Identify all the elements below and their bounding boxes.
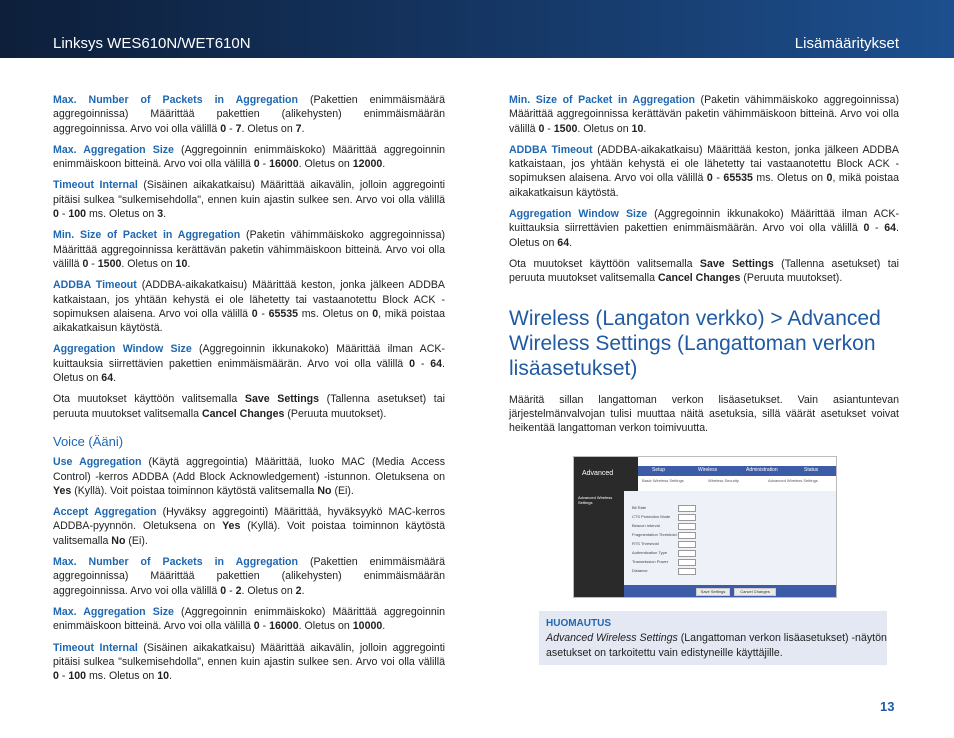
text: (Aggregoinnin ikkunakoko) Määrittää ilman ACK-kuittauksia siirrettävien pakettien enimmäismäärän. Arvo voi olla välillä — [509, 208, 899, 235]
value: 0 — [220, 584, 227, 597]
screenshot-tab: Setup — [652, 467, 666, 473]
term: Max. Number of Packets in Aggregation — [53, 556, 298, 569]
term: Timeout Internal — [53, 641, 138, 654]
value: 10 — [157, 670, 170, 683]
text: . — [382, 158, 386, 171]
text: - — [259, 158, 270, 171]
paragraph-max-packets — [53, 93, 445, 136]
text: ms. Oletus on — [86, 208, 158, 221]
value: 10 — [175, 257, 188, 270]
text: . — [643, 122, 647, 135]
value: 16000 — [269, 620, 299, 633]
value: 0 — [53, 670, 59, 683]
value: Cancel Changes — [657, 272, 741, 285]
screenshot-button-bar — [624, 585, 836, 597]
text: . — [301, 122, 305, 135]
screenshot-row-label: Transmission Power — [632, 559, 669, 564]
value: 64 — [557, 236, 570, 249]
text: . Oletus on — [53, 357, 445, 385]
value: 0 — [706, 172, 713, 185]
screenshot-row-label: Distance — [632, 568, 648, 573]
screenshot-main — [624, 491, 836, 597]
section-intro: Määritä sillan langattoman verkon lisäasetukset. Vain asiantuntevan järjestelmänvalvojan tulisi muuttaa näitä asetuksia, sillä väärät asetukset voivat heikentää langattoman verkon toimivuutta. — [509, 393, 899, 435]
screenshot-input[interactable] — [678, 568, 696, 575]
screenshot-row-label: Fragmentation Threshold — [632, 532, 677, 537]
text: (Kyllä). Voit poistaa toiminnon käytöstä valitsemalla — [53, 520, 445, 547]
value: 1500 — [553, 122, 578, 135]
value: 100 — [68, 670, 87, 683]
term: Aggregation Window Size — [53, 343, 192, 356]
text: Ota muutokset käyttöön valitsemalla — [53, 393, 245, 406]
note-text — [546, 631, 887, 660]
value: 3 — [157, 208, 164, 221]
value: 0 — [538, 122, 545, 135]
text: - — [58, 670, 69, 683]
screenshot-row-label: Beacon Interval — [632, 523, 660, 528]
value: 0 — [863, 222, 870, 235]
value: 0 — [82, 257, 89, 270]
text: . Oletus on — [509, 222, 899, 249]
text: (Peruuta muutokset). — [284, 407, 387, 420]
text: , mikä poistaa aikakatkaisun käytöstä. — [53, 307, 445, 335]
text: . Oletus on — [298, 620, 353, 633]
paragraph-use-aggregation — [53, 455, 445, 498]
value: 0 — [220, 122, 227, 135]
value: Save Settings — [244, 393, 320, 406]
screenshot-select[interactable] — [678, 550, 696, 557]
term: Timeout Internal — [53, 179, 138, 192]
term: Max. Number of Packets in Aggregation — [53, 94, 298, 106]
value: 65535 — [268, 307, 299, 320]
value: 0 — [409, 357, 415, 370]
value: 0 — [251, 307, 258, 320]
text: . — [187, 257, 191, 270]
text: Ota muutokset käyttöön valitsemalla — [509, 257, 700, 270]
value: No — [111, 534, 126, 547]
text: - — [414, 357, 431, 370]
text: - — [226, 122, 236, 135]
value: Yes — [222, 520, 241, 533]
screenshot-tab: Status — [804, 467, 819, 473]
screenshot-brand: Advanced — [574, 457, 638, 491]
value: 10000 — [352, 620, 383, 633]
value: 16000 — [269, 158, 299, 171]
text: (Paketin vähimmäiskoko aggregoinnissa) Määrittää aggregoinnissa kerättävän paketin vähimmäiskoon bitteinä. Arvo voi olla välillä — [509, 94, 899, 135]
paragraph-timeout-internal — [53, 178, 445, 221]
term: Max. Aggregation Size — [53, 605, 174, 618]
text: - — [257, 307, 269, 320]
screenshot-sidebar — [574, 491, 624, 597]
screenshot-row-label: RTS Threshold — [632, 541, 659, 546]
screenshot-subtabs — [638, 476, 836, 491]
text: (Paketin vähimmäiskoko aggregoinnissa) Määrittää aggregoinnissa kerättävän paketin vähimmäiskoon bitteinä. Arvo voi olla välillä — [53, 229, 445, 270]
term: Max. Aggregation Size — [53, 143, 174, 156]
screenshot-tab: Administration — [746, 467, 778, 473]
value: 0 — [253, 620, 260, 633]
value: 0 — [253, 158, 260, 171]
text: - — [869, 222, 885, 235]
text: - — [259, 620, 270, 633]
page-header — [0, 0, 954, 58]
value: 7 — [235, 122, 242, 135]
value: 64 — [884, 222, 897, 235]
value: 100 — [68, 208, 87, 221]
screenshot-input[interactable] — [678, 541, 696, 548]
advanced-wireless-screenshot — [573, 456, 837, 598]
screenshot-input[interactable] — [678, 523, 696, 530]
screenshot-subtab: Wireless Security — [708, 478, 739, 483]
text: , mikä poistaa aikakatkaisun käytöstä. — [509, 172, 899, 199]
screenshot-cancel-button[interactable]: Cancel Changes — [734, 588, 776, 596]
text: . Oletus on — [241, 584, 296, 597]
screenshot-select[interactable] — [678, 514, 696, 521]
screenshot-subtab: Basic Wireless Settings — [642, 478, 684, 483]
text: (Tallenna asetukset) tai peruuta muutokset valitsemalla — [53, 393, 445, 420]
paragraph-addba-timeout — [509, 143, 899, 200]
screenshot-row-label: CTS Protection Mode — [632, 514, 671, 519]
value: 10 — [631, 122, 644, 135]
text: ms. Oletus on — [298, 307, 373, 320]
text: (Aggregoinnin enimmäiskoko) Määrittää aggregoinnin enimmäiskoon bitteinä. Arvo voi olla välillä — [53, 143, 445, 171]
value: Cancel Changes — [201, 407, 285, 420]
section-heading: Wireless (Langaton verkko) > Advanced Wireless Settings (Langattoman verkon lisäasetukset) — [509, 306, 881, 380]
text: . — [163, 208, 167, 221]
value: 0 — [826, 172, 833, 185]
paragraph-voice-max-size — [53, 605, 445, 634]
value: Save Settings — [699, 257, 774, 270]
text: - — [226, 584, 236, 597]
value: No — [317, 484, 332, 497]
value: 64 — [430, 357, 443, 370]
header-product-name: Linksys WES610N/WET610N — [53, 35, 251, 52]
paragraph-aggregation-window — [509, 207, 899, 250]
screenshot-tab: Wireless — [698, 467, 718, 473]
text: (Sisäinen aikakatkaisu) Määrittää aikavälin, jolloin aggregointi pitäisi sulkea "sulkemisehdolla", ennen kuin ajastin sulkee sen. Arvo voi olla välillä — [53, 641, 445, 668]
text: (Ei). — [125, 534, 148, 547]
text: . — [301, 584, 305, 597]
value: 64 — [101, 372, 114, 385]
note-body: (Langattoman verkon lisäasetukset) -näytön asetukset on tarkoitettu vain edistyneille käyttäjille. — [546, 632, 887, 659]
text: (Sisäinen aikakatkaisu) Määrittää aikavälin, jolloin aggregointi pitäisi sulkea "sulkemisehdolla", ennen kuin ajastin sulkee sen. Arvo voi olla välillä — [53, 179, 445, 206]
text: - — [88, 257, 98, 270]
text: (Peruuta muutokset). — [740, 272, 843, 285]
text: (Hyväksy aggregointi) Määrittää, hyväksyykö MAC-kerros ADDBA-pyynnön. Oletuksena on — [53, 506, 445, 533]
right-column — [509, 93, 899, 442]
text: (ADDBA-aikakatkaisu) Määrittää keston, jonka jälkeen ADDBA katkaistaan, jos yhtään kehystä ei ole lähetetty tai vastaanotettu Block ACK -sopimuksen alaisena. Arvo voi olla välillä — [53, 279, 445, 320]
header-section-name: Lisämääritykset — [794, 35, 899, 52]
value: 0 — [372, 307, 379, 320]
paragraph-addba-timeout — [53, 278, 445, 335]
text: . Oletus on — [121, 257, 176, 270]
term: Use Aggregation — [53, 456, 142, 469]
value: 7 — [295, 122, 302, 135]
text: (Käytä aggregointia) Määrittää, luoko MAC (Media Access Control) -kerros ADDBA (Add Block Acknowledgement) -istunnon. Oletuksena on — [53, 456, 445, 483]
screenshot-subtab: Advanced Wireless Settings — [768, 478, 818, 483]
screenshot-tabs — [638, 466, 836, 476]
text: - — [712, 172, 724, 185]
text: . — [382, 620, 386, 633]
text: (Aggregoinnin ikkunakoko) Määrittää ilman ACK-kuittauksia siirrettävien pakettien enimmäismäärän. Arvo voi olla välillä — [53, 343, 445, 370]
left-column — [53, 93, 445, 690]
value: 2 — [295, 584, 302, 597]
text: (Aggregoinnin enimmäiskoko) Määrittää aggregoinnin enimmäiskoon bitteinä. Arvo voi olla välillä — [53, 605, 445, 633]
value: Yes — [53, 484, 72, 497]
text: (Tallenna asetukset) tai peruuta muutokset valitsemalla — [509, 257, 899, 285]
term: ADDBA Timeout — [509, 143, 593, 156]
text: . — [169, 670, 173, 683]
note-box — [539, 611, 887, 665]
screenshot-select[interactable] — [678, 559, 696, 566]
text: (Pakettien enimmäismäärä aggregoinnissa) Määrittää pakettien (alikehysten) enimmäismäärän aggregoinnissa. Arvo voi olla välillä — [53, 94, 445, 135]
paragraph-aggregation-window — [53, 342, 445, 385]
screenshot-save-button[interactable]: Save Settings — [696, 588, 730, 596]
paragraph-save-changes — [53, 392, 445, 421]
paragraph-accept-aggregation — [53, 505, 445, 548]
text: ms. Oletus on — [752, 172, 827, 185]
text: - — [544, 122, 554, 135]
text: - — [58, 208, 69, 221]
screenshot-row-label: Bit Rate — [632, 505, 647, 510]
term: Accept Aggregation — [53, 506, 157, 519]
screenshot-sidebar-label: Advanced Wireless Settings — [578, 495, 613, 505]
text: (Pakettien enimmäismäärä aggregoinnissa) Määrittää pakettien (alikehysten) enimmäismäärän aggregoinnissa. Arvo voi olla välillä — [53, 556, 445, 597]
screenshot-select[interactable] — [678, 505, 696, 512]
value: 0 — [53, 208, 59, 221]
screenshot-input[interactable] — [678, 532, 696, 539]
term: Aggregation Window Size — [509, 208, 648, 221]
value: 12000 — [352, 158, 383, 171]
note-title: HUOMAUTUS — [546, 618, 611, 629]
paragraph-save-changes — [509, 257, 899, 286]
page-number: 13 — [880, 699, 895, 714]
term: Min. Size of Packet in Aggregation — [53, 229, 241, 242]
paragraph-min-packet-size — [53, 228, 445, 271]
paragraph-max-aggregation-size — [53, 143, 445, 172]
term: ADDBA Timeout — [53, 279, 137, 292]
term: Min. Size of Packet in Aggregation — [509, 94, 695, 106]
text: . Oletus on — [241, 122, 296, 135]
text: . Oletus on — [298, 158, 353, 171]
text: ms. Oletus on — [86, 670, 158, 683]
text: . Oletus on — [577, 122, 632, 135]
value: 1500 — [97, 257, 122, 270]
value: 2 — [235, 584, 242, 597]
paragraph-voice-timeout — [53, 641, 445, 684]
screenshot-row-label: Authentication Type — [632, 550, 668, 555]
text: . — [569, 236, 573, 249]
paragraph-min-packet-size — [509, 93, 899, 136]
text: (ADDBA-aikakatkaisu) Määrittää keston, jonka jälkeen ADDBA katkaistaan, jos yhtään kehystä ei ole lähetetty tai vastaanotettu Block ACK -sopimuksen alaisena. Arvo voi olla välillä — [509, 143, 899, 185]
voice-heading: Voice (Ääni) — [53, 433, 124, 449]
paragraph-voice-max-packets — [53, 555, 445, 598]
text: (Ei). — [331, 484, 354, 497]
value: 65535 — [723, 172, 753, 185]
note-italic: Advanced Wireless Settings — [546, 632, 678, 645]
text: . — [113, 372, 117, 385]
text: (Kyllä). Voit poistaa toiminnon käytöstä valitsemalla — [71, 484, 318, 497]
